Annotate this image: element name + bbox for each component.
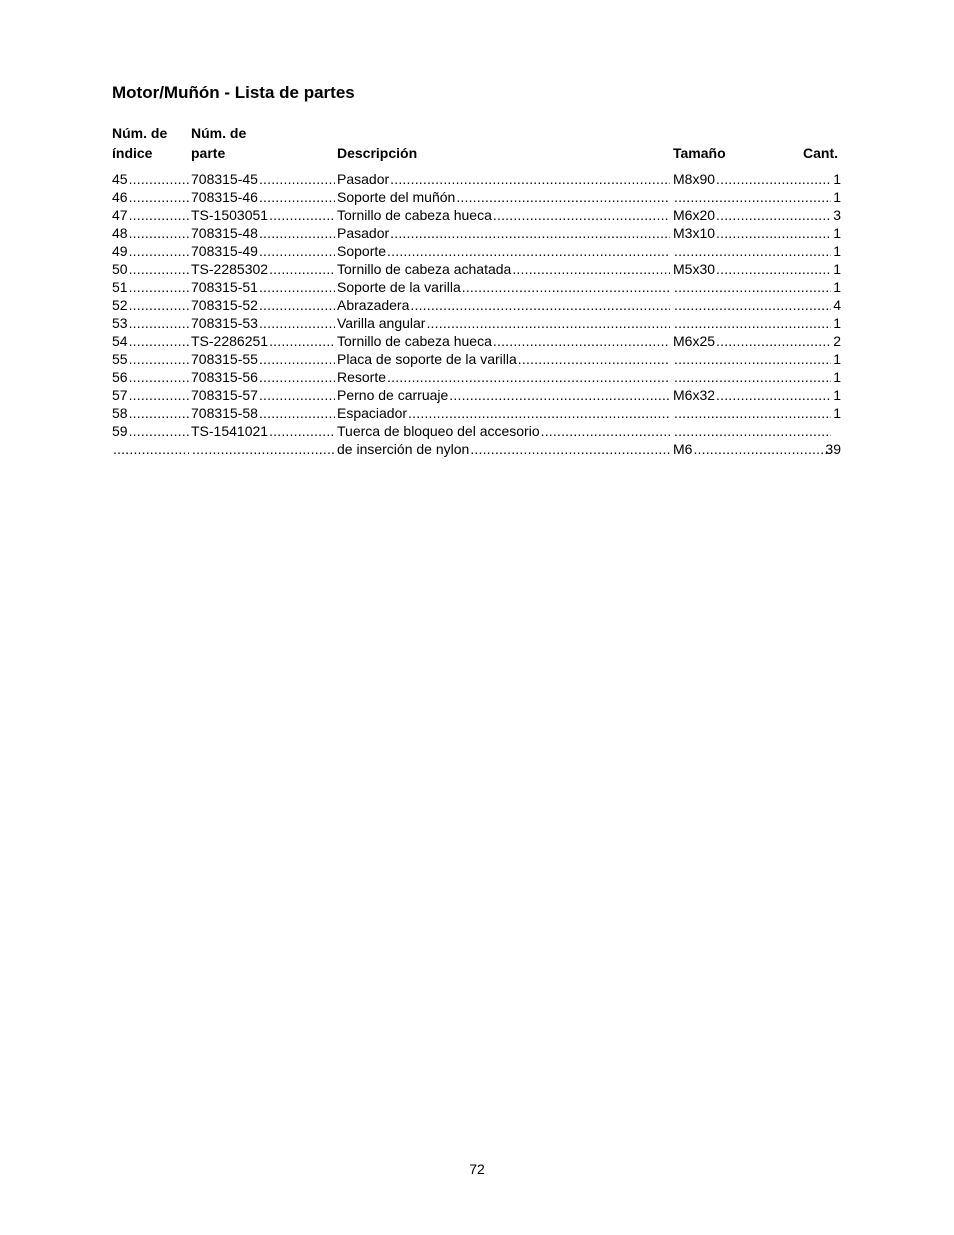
cell-description: Pasador .....	[337, 224, 670, 242]
cell-index-number: 45 .....	[112, 170, 189, 188]
cell-description: Tuerca de bloqueo del accesorio .....	[337, 422, 670, 440]
cell-part-number: 708315-52 .....	[191, 296, 335, 314]
cell-size	[673, 368, 831, 386]
cell-size: M6x25 .....	[673, 332, 831, 350]
table-row	[112, 368, 842, 386]
column-header-size: Tamaño	[673, 145, 726, 161]
table-row	[112, 422, 842, 440]
cell-part-number: TS-1503051 .....	[191, 206, 335, 224]
cell-index-number: 50 .....	[112, 260, 189, 278]
cell-index-number: 59 .....	[112, 422, 189, 440]
cell-quantity: 1	[833, 243, 841, 259]
cell-description: Resorte .....	[337, 368, 670, 386]
cell-index-number: 57 .....	[112, 386, 189, 404]
cell-part-number: TS-1541021 .....	[191, 422, 335, 440]
column-header-part-number: Núm. de parte	[191, 125, 247, 161]
table-row	[112, 188, 842, 206]
cell-description: Abrazadera .....	[337, 296, 670, 314]
cell-size: M8x90 .....	[673, 170, 831, 188]
parts-list	[112, 170, 842, 458]
cell-description: Placa de soporte de la varilla .....	[337, 350, 670, 368]
cell-part-number: 708315-55 .....	[191, 350, 335, 368]
cell-size: M6 .....	[673, 440, 831, 458]
table-row	[112, 206, 842, 224]
cell-quantity: 1	[833, 351, 841, 367]
cell-index-number: 53 .....	[112, 314, 189, 332]
cell-part-number: 708315-58 .....	[191, 404, 335, 422]
table-row	[112, 440, 842, 458]
cell-quantity: 1	[833, 225, 841, 241]
cell-part-number: 708315-51 .....	[191, 278, 335, 296]
table-row	[112, 260, 842, 278]
cell-index-number: 47 .....	[112, 206, 189, 224]
cell-quantity: 4	[833, 297, 841, 313]
table-row	[112, 170, 842, 188]
page-title: Motor/Muñón - Lista de partes	[112, 83, 355, 102]
cell-description: Tornillo de cabeza achatada .....	[337, 260, 670, 278]
cell-size	[673, 242, 831, 260]
column-header-description: Descripción	[337, 145, 418, 161]
cell-quantity: 1	[833, 405, 841, 421]
table-row	[112, 386, 842, 404]
cell-quantity: 1	[833, 315, 841, 331]
table-row	[112, 350, 842, 368]
table-row	[112, 404, 842, 422]
cell-part-number: 708315-49 .....	[191, 242, 335, 260]
cell-size	[673, 188, 831, 206]
cell-quantity: 1	[833, 171, 841, 187]
cell-index-number: 49 .....	[112, 242, 189, 260]
cell-quantity: 3	[833, 207, 841, 223]
cell-part-number: TS-2285302 .....	[191, 260, 335, 278]
cell-size: M5x30 .....	[673, 260, 831, 278]
cell-description: Espaciador .....	[337, 404, 670, 422]
cell-quantity: 1	[833, 189, 841, 205]
cell-description: Tornillo de cabeza hueca .....	[337, 332, 670, 350]
cell-index-number: 52 .....	[112, 296, 189, 314]
cell-part-number: 708315-57 .....	[191, 386, 335, 404]
cell-description: de inserción de nylon .....	[337, 440, 670, 458]
cell-quantity: 1	[833, 369, 841, 385]
cell-index-number: 48 .....	[112, 224, 189, 242]
cell-index-number: 54 .....	[112, 332, 189, 350]
cell-size: M6x32 .....	[673, 386, 831, 404]
cell-size	[673, 422, 831, 440]
cell-size	[673, 404, 831, 422]
cell-quantity: 2	[833, 333, 841, 349]
cell-size	[673, 278, 831, 296]
cell-size: M3x10 .....	[673, 224, 831, 242]
table-row	[112, 314, 842, 332]
cell-index-number	[112, 440, 189, 458]
cell-size: M6x20 .....	[673, 206, 831, 224]
cell-size	[673, 314, 831, 332]
table-row	[112, 332, 842, 350]
cell-quantity: 1	[833, 387, 841, 403]
cell-size	[673, 296, 831, 314]
table-row	[112, 278, 842, 296]
cell-description: Pasador .....	[337, 170, 670, 188]
cell-description: Soporte de la varilla .....	[337, 278, 670, 296]
cell-part-number	[191, 440, 335, 458]
cell-index-number: 55 .....	[112, 350, 189, 368]
cell-part-number: 708315-53 .....	[191, 314, 335, 332]
cell-index-number: 56 .....	[112, 368, 189, 386]
column-header-quantity: Cant.	[803, 145, 838, 161]
table-row	[112, 224, 842, 242]
cell-quantity: 1	[833, 279, 841, 295]
cell-description: Soporte .....	[337, 242, 670, 260]
cell-part-number: 708315-45 .....	[191, 170, 335, 188]
table-row	[112, 296, 842, 314]
column-header-index: Núm. de índice	[112, 125, 168, 161]
cell-part-number: TS-2286251 .....	[191, 332, 335, 350]
cell-size	[673, 350, 831, 368]
cell-part-number: 708315-46 .....	[191, 188, 335, 206]
cell-quantity: 1	[833, 261, 841, 277]
cell-index-number: 58 .....	[112, 404, 189, 422]
cell-description: Soporte del muñón .....	[337, 188, 670, 206]
cell-index-number: 46 .....	[112, 188, 189, 206]
table-row	[112, 242, 842, 260]
cell-part-number: 708315-56 .....	[191, 368, 335, 386]
cell-description: Perno de carruaje .....	[337, 386, 670, 404]
page-number: 72	[469, 1161, 485, 1177]
cell-description: Varilla angular .....	[337, 314, 670, 332]
cell-description: Tornillo de cabeza hueca .....	[337, 206, 670, 224]
cell-quantity: 39	[825, 441, 841, 457]
cell-index-number: 51 .....	[112, 278, 189, 296]
cell-part-number: 708315-48 .....	[191, 224, 335, 242]
